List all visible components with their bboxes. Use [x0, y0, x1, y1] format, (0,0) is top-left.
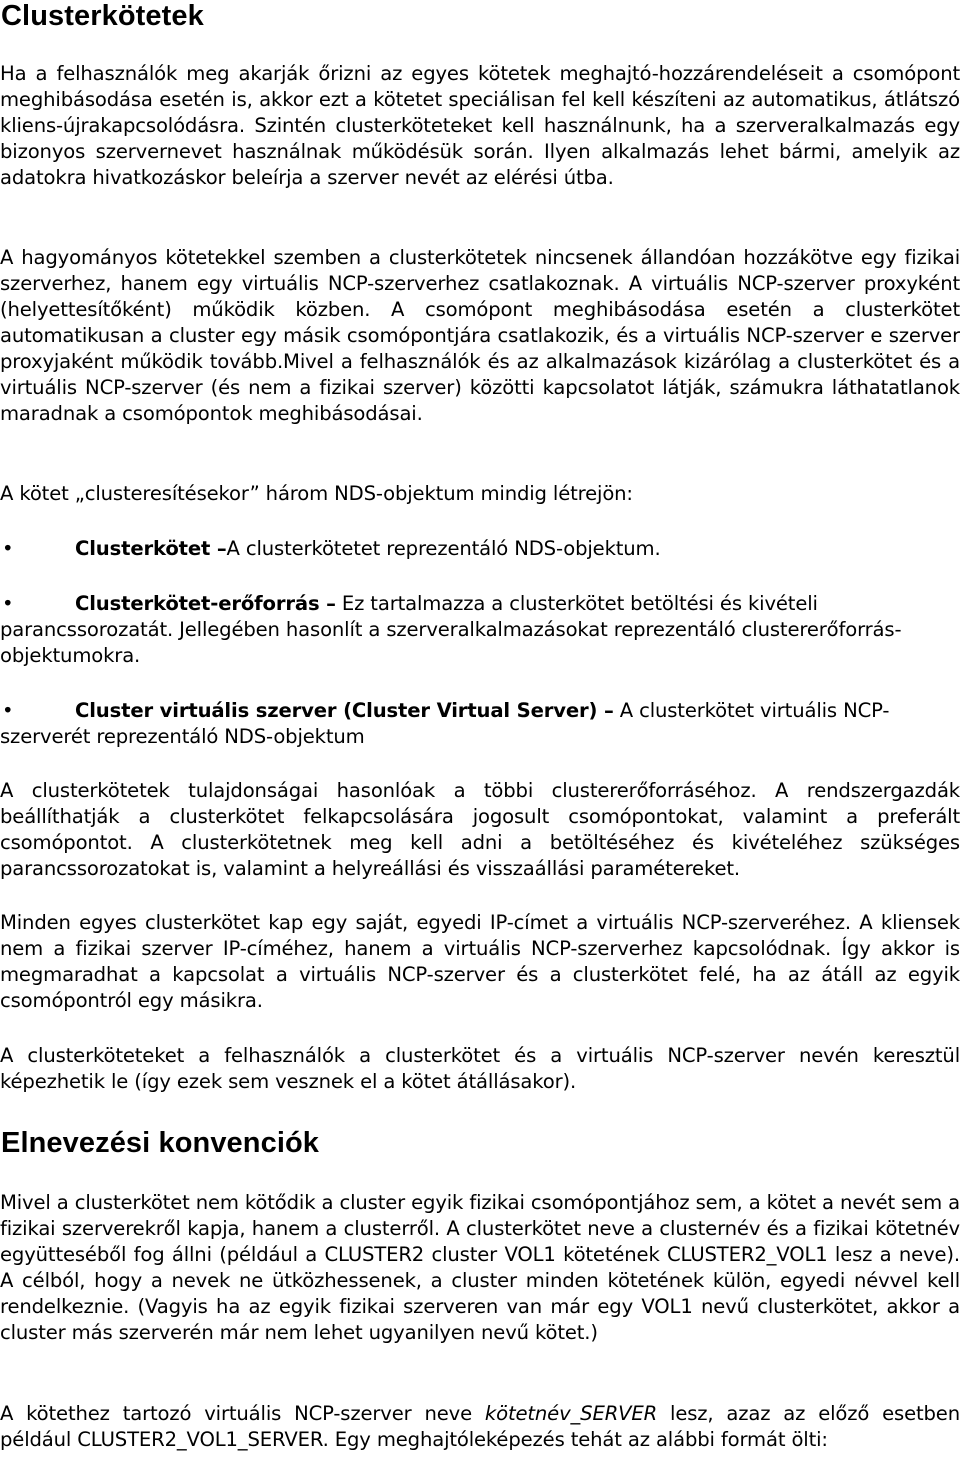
bullet-term: Clusterkötet –: [75, 537, 227, 560]
italic-volume-name: kötetnév_SERVER: [484, 1402, 658, 1425]
bullet-text: A clusterkötetet reprezentáló NDS-objektum.: [226, 537, 661, 560]
paragraph-mapping: A clusterköteteket a felhasználók a clusterkötet és a virtuális NCP-szerver nevén keresztül képezhetik le (így ezek sem vesznek el a kötet átállásakor).: [0, 1044, 960, 1093]
bullet-text: A clusterkötet virtuális NCP-szerverét reprezentáló NDS-objektum: [0, 699, 890, 748]
bullet-dot: •: [2, 537, 14, 560]
bullet-dot: •: [2, 592, 14, 615]
paragraph-server-name: [0, 1401, 960, 1453]
bullet-dot: •: [2, 699, 14, 722]
paragraph-naming: Mivel a clusterkötet nem kötődik a cluster egyik fizikai csomópontjához sem, a kötet a nevét sem a fizikai szerverekről kapja, hanem a clusterről. A clusterkötet neve a clusternév és a fizikai kötetnév együtteséből fog állni (például a CLUSTER2 cluster VOL1 kötetének CLUSTER2_VOL1 lesz a neve). A célból, hogy a nevek ne ütközhessenek, a cluster minden kötetének külön, egyedi névvel kell rendelkeznie. (Vagyis ha az egyik fizikai szerveren van már egy VOL1 nevű clusterkötet, akkor a cluster más szerverén már nem lehet ugyanilyen nevű kötet.): [0, 1191, 960, 1344]
paragraph-properties: A clusterkötetek tulajdonságai hasonlóak a többi clustererőforráséhoz. A rendszergazdák beállíthatják a clusterkötet felkapcsolására jogosult csomópontokat, valamint a preferált csomópontot. A clusterkötetnek meg kell adni a betöltéséhez és kivételéhez szükséges parancssorozatokat is, valamint a helyreállási és visszaállási paramétereket.: [0, 779, 960, 880]
paragraph-intro: Ha a felhasználók meg akarják őrizni az egyes kötetek meghajtó-hozzárendeléseit a csomópont meghibásodása esetén is, akkor ezt a kötetet speciálisan fel kell készíteni az automatikus, átlátszó kliens-újrakapcsolódásra. Szintén clusterköteteket kell használnunk, ha a szerveralkalmazás egy bizonyos szervernevet használnak működésük során. Ilyen alkalmazás lehet bármi, amelyik az adatokra hivatkozáskor beleírja a szerver nevét az elérési útba.: [0, 62, 960, 189]
heading-elnevezesi-konvenciok: Elnevezési konvenciók: [1, 1127, 320, 1159]
bullet-text: Ez tartalmazza a clusterkötet betöltési és kivételi parancssorozatát. Jellegében hasonlít a szerveralkalmazásokat reprezentáló clustererőforrás-objektumokra.: [0, 592, 902, 667]
text-segment: A kötethez tartozó virtuális NCP-szerver neve: [0, 1402, 485, 1425]
bullet-item-cluster-virtual-server: [0, 698, 960, 750]
text-segment: lesz, azaz az előző esetben például CLUSTER2_VOL1_SERVER. Egy meghajtóleképezés tehát az alábbi formát ölti:: [0, 1402, 960, 1451]
paragraph-traditional-volumes: A hagyományos kötetekkel szemben a clusterkötetek nincsenek állandóan hozzákötve egy fizikai szerverhez, hanem egy virtuális NCP-szerverhez csatlakoznak. A virtuális NCP-szerver proxyként (helyettesítőként) működik közben. A csomópont meghibásodása esetén a clusterkötet automatikusan a cluster egy másik csomópontjára csatlakozik, és a virtuális NCP-szerver e szerver proxyjaként működik tovább.Mivel a felhasználók és az alkalmazások kizárólag a clusterkötet és a virtuális NCP-szerver (és nem a fizikai szerver) közötti kapcsolatot látják, számukra láthatatlanok maradnak a csomópontok meghibásodásai.: [0, 246, 960, 425]
bullet-term: Cluster virtuális szerver (Cluster Virtual Server) –: [75, 699, 614, 722]
bullet-item-clusterkotet-eroforras: [0, 591, 960, 669]
heading-clusterkotetek: Clusterkötetek: [1, 0, 204, 32]
bullet-term: Clusterkötet-erőforrás –: [75, 592, 336, 615]
paragraph-ip-address: Minden egyes clusterkötet kap egy saját, egyedi IP-címet a virtuális NCP-szerveréhez. A kliensek nem a fizikai szerver IP-címéhez, hanem a virtuális NCP-szerverhez kapcsolódnak. Így akkor is megmaradhat a kapcsolat a virtuális NCP-szerver és a clusterkötet felé, ha az átáll az egyik csomópontról egy másikra.: [0, 911, 960, 1012]
paragraph-nds-objects-intro: A kötet „clusteresítésekor” három NDS-objektum mindig létrejön:: [0, 482, 633, 505]
bullet-item-clusterkotet: [0, 536, 960, 562]
